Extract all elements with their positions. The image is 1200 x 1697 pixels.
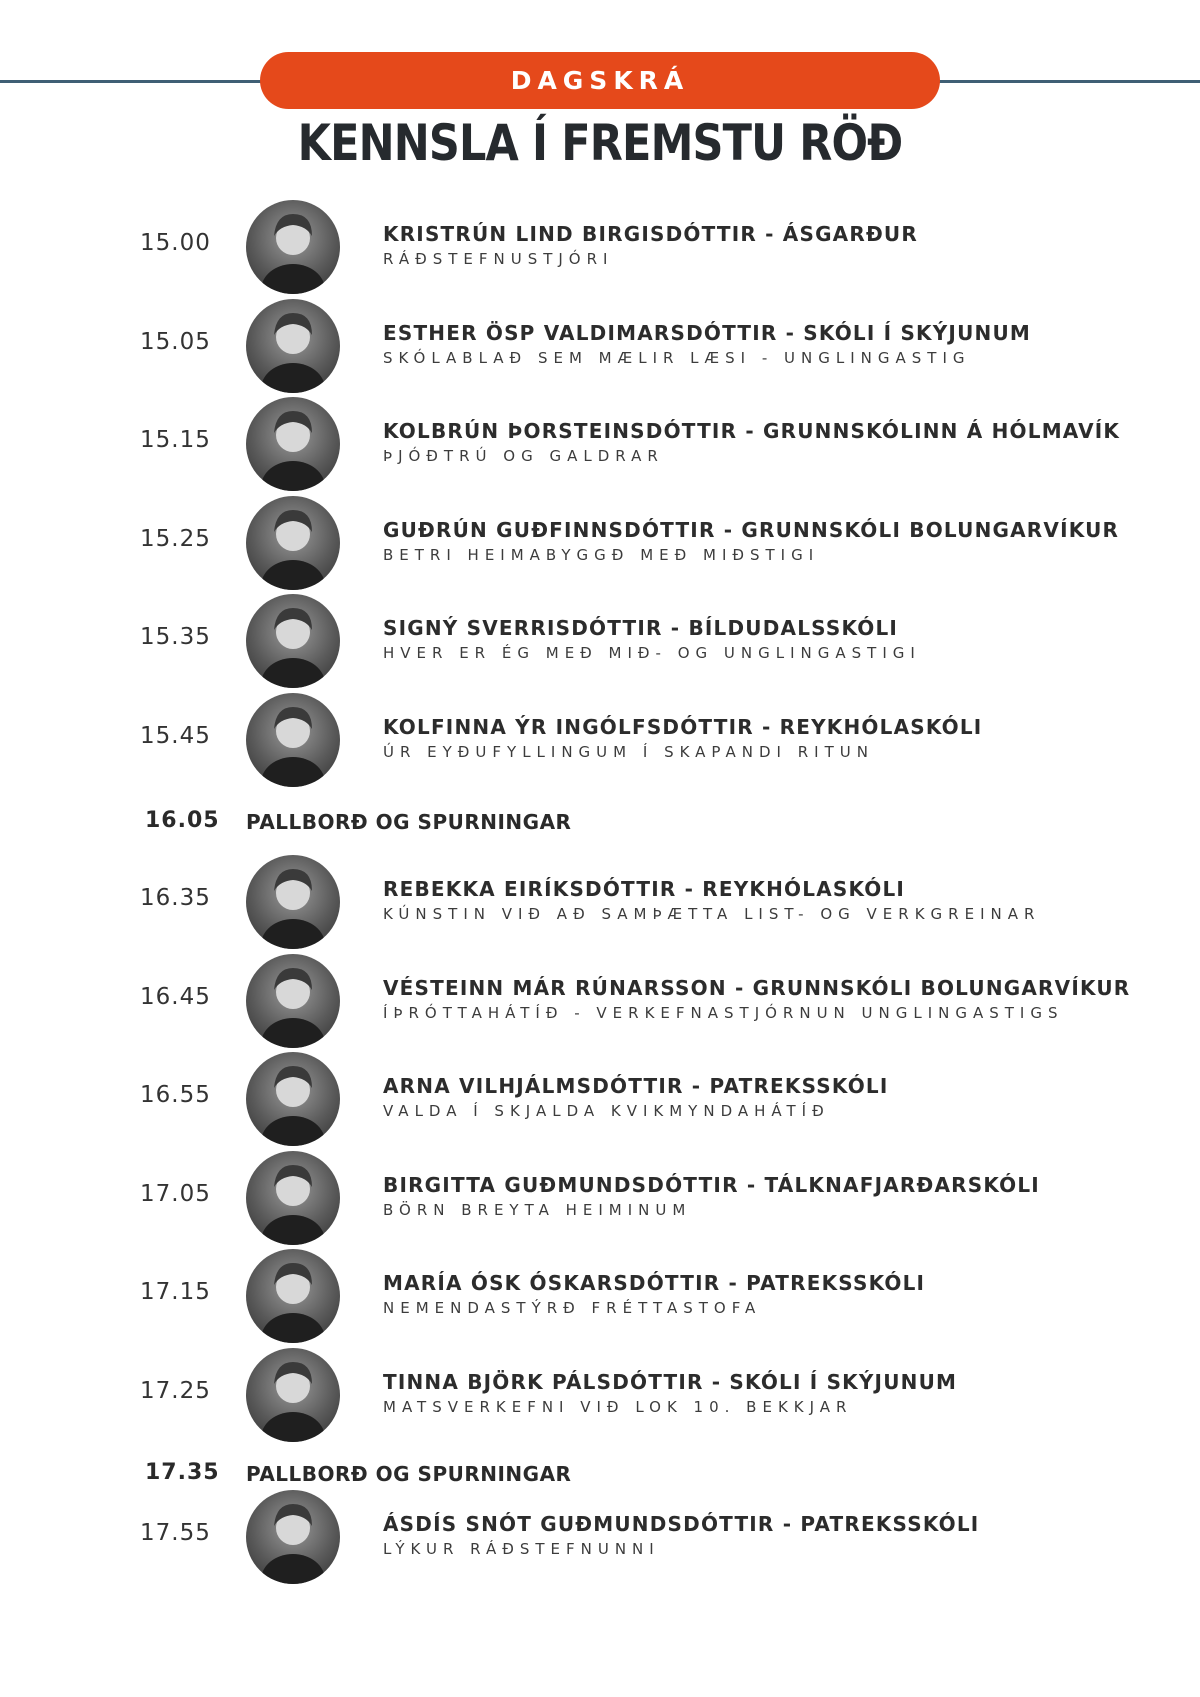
speaker-photo <box>246 496 340 590</box>
session-time: 17.05 <box>140 1180 211 1207</box>
talk-title: ÚR EYÐUFYLLINGUM Í SKAPANDI RITUN <box>383 743 874 761</box>
agenda-banner: DAGSKRÁ <box>260 52 940 109</box>
speaker-name: BIRGITTA GUÐMUNDSDÓTTIR - TÁLKNAFJARÐARSKÓLI <box>383 1172 1040 1197</box>
talk-title: ÍÞRÓTTAHÁTÍÐ - VERKEFNASTJÓRNUN UNGLINGASTIGS <box>383 1003 1064 1022</box>
speaker-name: KOLFINNA ÝR INGÓLFSDÓTTIR - REYKHÓLASKÓLI <box>383 715 983 739</box>
schedule-row <box>0 496 1200 592</box>
schedule-row <box>0 1490 1200 1586</box>
speaker-name: KOLBRÚN ÞORSTEINSDÓTTIR - GRUNNSKÓLINN Á HÓLMAVÍK <box>383 419 1121 444</box>
talk-title: ÞJÓÐTRÚ OG GALDRAR <box>383 447 664 466</box>
schedule-row <box>0 1052 1200 1148</box>
speaker-photo <box>246 1249 340 1343</box>
speaker-name: SIGNÝ SVERRISDÓTTIR - BÍLDUDALSSKÓLI <box>383 616 899 641</box>
speaker-photo <box>246 397 340 491</box>
speaker-photo <box>246 299 340 393</box>
page-title: KENNSLA Í FREMSTU RÖÐ <box>297 114 903 172</box>
schedule-row <box>0 954 1200 1050</box>
schedule-row <box>0 397 1200 493</box>
session-time: 15.00 <box>140 230 211 256</box>
speaker-name: GUÐRÚN GUÐFINNSDÓTTIR - GRUNNSKÓLI BOLUNGARVÍKUR <box>383 517 1120 542</box>
session-time: 15.35 <box>140 624 211 651</box>
speaker-photo <box>246 1052 340 1146</box>
schedule-row <box>0 200 1200 296</box>
schedule-row <box>0 594 1200 690</box>
talk-title: SKÓLABLAÐ SEM MÆLIR LÆSI - UNGLINGASTIG <box>383 348 971 367</box>
speaker-photo <box>246 1348 340 1442</box>
speaker-photo <box>246 693 340 787</box>
panel-break-2 <box>0 1460 1200 1490</box>
break-time: 16.05 <box>145 808 220 833</box>
talk-title: RÁÐSTEFNUSTJÓRI <box>383 250 614 268</box>
session-time: 16.35 <box>140 885 211 911</box>
speaker-name: TINNA BJÖRK PÁLSDÓTTIR - SKÓLI Í SKÝJUNUM <box>383 1370 958 1394</box>
session-time: 15.15 <box>140 427 211 454</box>
session-time: 17.25 <box>140 1378 211 1404</box>
schedule-row <box>0 1151 1200 1247</box>
speaker-name: ESTHER ÖSP VALDIMARSDÓTTIR - SKÓLI Í SKÝJUNUM <box>383 320 1031 345</box>
session-time: 15.05 <box>140 328 211 355</box>
speaker-name: VÉSTEINN MÁR RÚNARSSON - GRUNNSKÓLI BOLUNGARVÍKUR <box>383 975 1131 1000</box>
header-rule-left <box>0 80 265 83</box>
speaker-name: ÁSDÍS SNÓT GUÐMUNDSDÓTTIR - PATREKSSKÓLI <box>383 1512 980 1536</box>
speaker-name: KRISTRÚN LIND BIRGISDÓTTIR - ÁSGARÐUR <box>383 222 918 246</box>
speaker-name: REBEKKA EIRÍKSDÓTTIR - REYKHÓLASKÓLI <box>383 877 906 901</box>
session-time: 16.55 <box>140 1082 211 1109</box>
schedule-row <box>0 1249 1200 1345</box>
schedule-row <box>0 1348 1200 1444</box>
break-label: PALLBORÐ OG SPURNINGAR <box>246 1462 572 1486</box>
speaker-name: MARÍA ÓSK ÓSKARSDÓTTIR - PATREKSSKÓLI <box>383 1271 926 1296</box>
speaker-photo <box>246 200 340 294</box>
talk-title: NEMENDASTÝRÐ FRÉTTASTOFA <box>383 1299 762 1318</box>
session-time: 17.55 <box>140 1520 211 1546</box>
talk-title: BÖRN BREYTA HEIMINUM <box>383 1200 692 1219</box>
speaker-photo <box>246 1151 340 1245</box>
talk-title: LÝKUR RÁÐSTEFNUNNI <box>383 1540 660 1558</box>
session-time: 16.45 <box>140 983 211 1010</box>
talk-title: VALDA Í SKJALDA KVIKMYNDAHÁTÍÐ <box>383 1102 830 1121</box>
speaker-name: ARNA VILHJÁLMSDÓTTIR - PATREKSSKÓLI <box>383 1074 889 1099</box>
talk-title: HVER ER ÉG MEÐ MIÐ- OG UNGLINGASTIGI <box>383 644 921 663</box>
session-time: 15.45 <box>140 723 211 749</box>
talk-title: BETRI HEIMABYGGÐ MEÐ MIÐSTIGI <box>383 545 820 564</box>
break-time: 17.35 <box>145 1460 220 1485</box>
talk-title: KÚNSTIN VIÐ AÐ SAMÞÆTTA LIST- OG VERKGREINAR <box>383 905 1041 923</box>
panel-break-1 <box>0 808 1200 838</box>
session-time: 17.15 <box>140 1279 211 1306</box>
schedule-row <box>0 299 1200 395</box>
speaker-photo <box>246 954 340 1048</box>
speaker-photo <box>246 1490 340 1584</box>
session-time: 15.25 <box>140 525 211 552</box>
schedule-row <box>0 693 1200 789</box>
header-rule-right <box>935 80 1200 83</box>
break-label: PALLBORÐ OG SPURNINGAR <box>246 810 572 834</box>
speaker-photo <box>246 855 340 949</box>
schedule-row <box>0 855 1200 951</box>
talk-title: MATSVERKEFNI VIÐ LOK 10. BEKKJAR <box>383 1398 853 1416</box>
speaker-photo <box>246 594 340 688</box>
